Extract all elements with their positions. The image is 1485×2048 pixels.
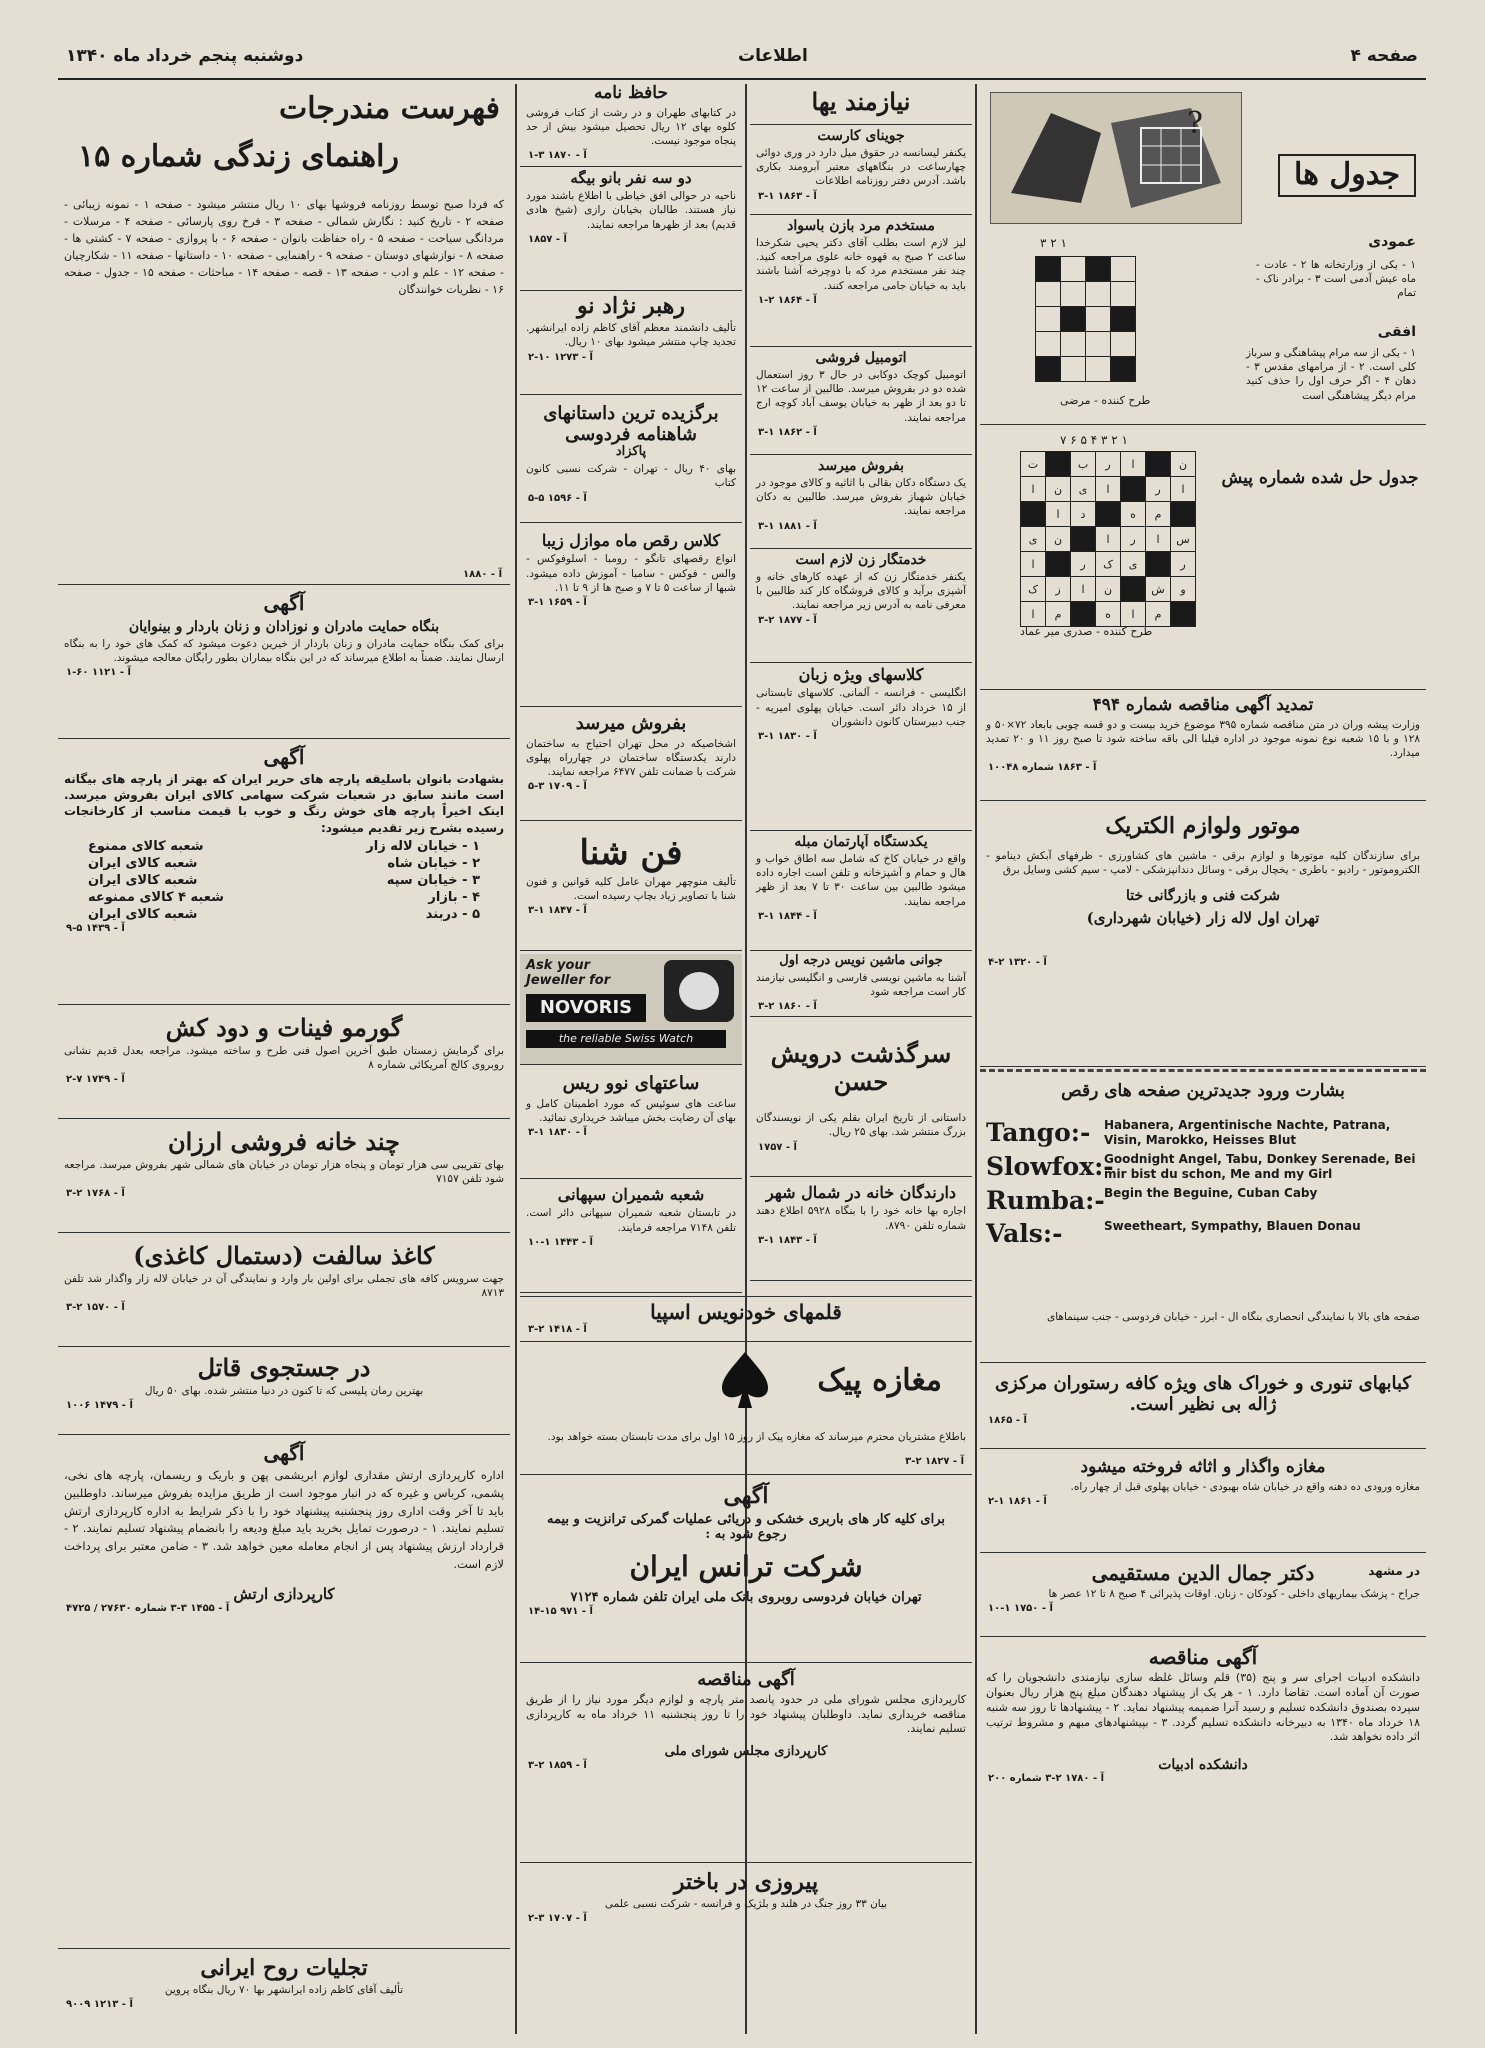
right-column xyxy=(980,84,1426,2034)
sale-box xyxy=(520,710,742,821)
classified-ad xyxy=(750,350,972,455)
tender2-box xyxy=(980,1640,1426,2034)
tender2-code: آ - ۱۷۸۰ ۲-۳ شماره ۲۰۰ xyxy=(988,1773,1105,1785)
shop-name: شعبه ۴ کالای ممنوعه xyxy=(88,889,224,905)
classified-ad xyxy=(750,218,972,347)
dance-name: Vals:- xyxy=(986,1219,1063,1248)
shop-name: شعبه کالای ایران xyxy=(88,872,198,888)
tender3-code: آ - ۱۸۵۹ ۲-۳ xyxy=(528,1760,587,1772)
horizontal-clues: ۱ - یکی از سه مرام پیشاهنگی و سرباز کلی است. ۲ - از مرامهای مقدس ۳ - دهان ۴ - اگر حرف اول را حذف کنید مرام دیگر پیشاهنگی است xyxy=(1246,347,1416,402)
dance-list xyxy=(986,1118,1416,1252)
transport-sub: برای کلیه کار های باربری خشکی و دریائی عملیات گمرکی ترانزیت و بیمه رجوع شود به : xyxy=(546,1512,946,1543)
pens-box xyxy=(520,1296,972,1342)
novoris-title: ساعتهای نوو ریس xyxy=(562,1073,700,1094)
spade-icon xyxy=(720,1350,770,1410)
motors-address: تهران اول لاله زار (خیابان شهرداری) xyxy=(1086,908,1320,927)
ad-title: کلاسهای ویژه زبان xyxy=(798,666,924,684)
roh-code: آ - ۱۲۱۳ ۹۰۰۹ xyxy=(66,1999,133,2011)
shop-row xyxy=(58,872,510,889)
dance-footer: صفحه های بالا با نمایندگی انحصاری بنگاه ال - ابرز - خیابان فردوسی - جنب سینماهای xyxy=(1047,1311,1420,1323)
dance-records-box xyxy=(980,1069,1426,1363)
fanshena-box xyxy=(520,824,742,951)
ad-title: بفروش میرسد xyxy=(818,458,904,474)
houses-text: بهای تقریبی سی هزار تومان و پنجاه هزار تومان در خیابان های شمالی شهر بفروش میرسد. مراجعه شود تلفن ۷۱۵۷ xyxy=(64,1158,504,1185)
notice2-code: آ - ۱۴۳۹ ۵-۹ xyxy=(66,922,125,934)
dance-name: Rumba:- xyxy=(986,1186,1105,1215)
contents-code: آ - ۱۸۸۰ xyxy=(463,569,502,580)
ad-title: مستخدم مرد بازن باسواد xyxy=(787,218,935,234)
victory-text: بیان ۳۳ روز جنگ در هلند و بلژیک و فرانسه - شرکت نسبی علمی xyxy=(604,1898,888,1911)
solved-title: جدول حل شده شماره پیش xyxy=(1221,468,1419,488)
ad-body: انگلیسی - فرانسه - آلمانی. کلاسهای تابستانی از ۱۵ خرداد دائر است. خیابان پهلوی امیریه - جنب دبیرستان کانون دانشوران xyxy=(756,687,966,728)
ad-body: یکنفر خدمتگار زن که از عهده کارهای خانه و آشپزی برآید و کالای فروشگاه کار کند طالبین با معرفی نامه به آدرس زیر مراجعه نمایند. xyxy=(756,571,966,612)
victory-title: پیروزی در باختر xyxy=(673,1869,819,1895)
dance-songs: Begin the Beguine, Cuban Caby xyxy=(1104,1186,1318,1200)
solved-grid-numbers: ۷ ۶ ۵ ۴ ۳ ۲ ۱ xyxy=(1060,433,1129,447)
dance-songs: Goodnight Angel, Tabu, Donkey Serenade, Bei mir bist du schon, Me and my Girl xyxy=(1104,1152,1416,1181)
contents-box xyxy=(58,84,510,585)
vertical-clues: ۱ - یکی از وزارتخانه ها ۲ - عادت - ماه عیش آدمی است ۳ - برادر ناک - تمام xyxy=(1256,259,1417,300)
doctor-name: دکتر جمال الدین مستقیمی xyxy=(1091,1561,1315,1585)
hafez-text: در کتابهای طهران و در رشت از کتاب فروشی کلوه بهای ۱۲ ریال تحصیل میشود بیش از حد پنجاه موجود نیست. xyxy=(526,106,736,147)
owners-text: اجاره بها خانه خود را با بنگاه ۵۹۲۸ اطلاع دهند شماره تلفن ۸۷۹۰. xyxy=(756,1205,966,1232)
ad-title: جوانی ماشین نویس درجه اول xyxy=(779,954,943,968)
shahname-text: بهای ۴۰ ریال - تهران - شرکت نسبی کانون کتاب xyxy=(526,463,736,490)
left-column xyxy=(58,84,510,2034)
owners-code: آ - ۱۸۴۳ ۱-۳ xyxy=(758,1234,817,1246)
tender-code: آ - ۱۸۶۳ شماره ۱۰۰۴۸ xyxy=(988,762,1097,774)
notice1-title: آگهی xyxy=(263,591,305,615)
book-text: تألیف دانشمند معظم آقای کاظم زاده ایرانشهر. تجدید چاپ منتشر میشود بهای ۱۰ ریال. xyxy=(526,322,736,349)
dance-class-code: آ - ۱۶۵۹ ۱-۳ xyxy=(528,596,587,608)
shop-list xyxy=(58,838,510,923)
issue-date: دوشنبه پنجم خرداد ماه ۱۳۴۰ xyxy=(66,46,304,66)
ad-body: واقع در خیابان کاخ که شامل سه اطاق خواب و هال و حمام و آشپزخانه و تلفن است اجاره داده میشود طالبین بین ساعت ۳۰ تا ۷ بعد از ظهر مراجعه نمایند. xyxy=(756,853,966,908)
pens-title: قلمهای خودنویس اسپیا xyxy=(650,1300,842,1324)
doctor-code: آ - ۱۷۵۰ ۱-۱۰ xyxy=(988,1603,1053,1615)
branch-text: در تابستان شعبه شمیران سپهانی دائر است. تلفن ۷۱۴۸ مراجعه فرمایند. xyxy=(526,1207,736,1234)
kabab-code: آ - ۱۸۶۵ xyxy=(988,1415,1027,1427)
page-number: صفحه ۴ xyxy=(1350,46,1418,66)
hafez-box xyxy=(520,84,742,167)
dance-class-box xyxy=(520,526,742,707)
shop-name: شعبه کالای ممنوع xyxy=(88,838,204,854)
shop-street: ۴ - بازار xyxy=(428,889,480,905)
novoris-top: Ask your Jeweller for xyxy=(526,958,611,988)
solved-puzzle-box xyxy=(980,429,1426,690)
crossword-box xyxy=(980,84,1426,425)
ad-code: آ - ۱۸۶۴ ۲-۱ xyxy=(758,294,817,306)
novoris-code: آ - ۱۸۳۰ ۱-۳ xyxy=(528,1127,587,1139)
seamstress-text: ناحیه در حوالی افق خیاطی با اطلاع باشند مورد نیاز هستند. طالبان بخیابان رازی (شیخ هادی قدیم) بعد از ظهرها مراجعه نمایند. xyxy=(526,190,736,231)
tender2-sign: دانشکده ادبیات xyxy=(1158,1757,1248,1774)
notice3-title: آگهی xyxy=(263,1441,305,1465)
tender3-box xyxy=(520,1666,972,1863)
book-title: رهبر نژاد نو xyxy=(577,294,685,319)
crossword-title: جدول ها xyxy=(1278,154,1416,197)
novoris-ad xyxy=(520,954,742,1065)
branch-title: شعبه شمیران سپهانی xyxy=(557,1185,705,1204)
dervish-title: سرگذشت درویش حسن xyxy=(770,1039,952,1096)
shop-street: ۵ - دربند xyxy=(425,906,480,922)
novoris-text: ساعت های سوئیس که مورد اطمینان کامل و بهای آن رضایت بخش میباشد خریداری نمائید. xyxy=(526,1097,736,1124)
motors-text: برای سازندگان کلیه موتورها و لوازم برقی - ماشین های کشاورزی - ظرفهای آبکش دینامو - الکتروموتور - رادیو - باطری - یخچال برقی - وسائل دندانپزشکی - لامپ - سیم کشی وسایل برق xyxy=(986,850,1420,877)
victory-box xyxy=(520,1866,972,1956)
dance-class-text: انواع رقصهای تانگو - رومبا - اسلوفوکس - والس - فوکس - سامبا - آموزش داده میشود. شبها از ساعت ۵ تا ۷ و صبح ها از ۹ تا ۱۱. xyxy=(526,553,736,594)
sale-title: بفروش میرسد xyxy=(575,713,687,734)
classified-ad xyxy=(750,954,972,1017)
ad-title: جوینای کارست xyxy=(817,128,905,144)
houses-code: آ - ۱۷۶۸ ۲-۳ xyxy=(66,1187,125,1199)
notice1-sub: بنگاه حمایت مادران و نوزادان و زنان باردار و بینوایان xyxy=(128,619,440,635)
classified-ad xyxy=(750,458,972,549)
classified-ad xyxy=(750,128,972,215)
dervish-code: آ - ۱۷۵۷ xyxy=(758,1141,797,1153)
horizontal-label: افقی xyxy=(1377,324,1416,340)
classified-ad xyxy=(750,552,972,663)
dance-name: Slowfox:- xyxy=(986,1152,1114,1181)
grid-column-numbers: ۳ ۲ ۱ xyxy=(1040,236,1067,250)
fanshena-title: فن شنا xyxy=(579,833,683,873)
svg-text:?: ? xyxy=(1186,106,1203,141)
designer-credit: طرح کننده - مرضی xyxy=(1060,394,1151,407)
contents-sub: راهنمای زندگی شماره ۱۵ xyxy=(78,139,399,174)
tender3-title: آگهی مناقصه xyxy=(697,1669,795,1690)
paper-code: آ - ۱۵۷۰ ۲-۳ xyxy=(66,1301,125,1313)
dance-class-title: کلاس رقص ماه موازل زیبا xyxy=(541,531,721,550)
killer-title: در جستجوی قاتل xyxy=(197,1353,371,1382)
vertical-label: عمودی xyxy=(1368,234,1416,250)
owners-box xyxy=(750,1180,972,1281)
houses-box xyxy=(58,1122,510,1233)
doctor-city: در مشهد xyxy=(1368,1564,1420,1578)
shop-title: مغازه واگذار و اثاثه فروخته میشود xyxy=(1080,1457,1326,1477)
pens-code: آ - ۱۴۱۸ ۲-۳ xyxy=(528,1324,587,1335)
doctor-box xyxy=(980,1556,1426,1637)
crossword-illustration xyxy=(990,92,1242,224)
paper-text: جهت سرویس کافه های تجملی برای اولین بار وارد و نمایندگی آن در خیابان لاله زار واگذار شد تلفن ۸۷۱۳ xyxy=(64,1272,504,1299)
dance-row xyxy=(986,1219,1416,1248)
dervish-box xyxy=(750,1020,972,1177)
crossword-grid xyxy=(1035,256,1136,382)
notice3-box xyxy=(58,1438,510,1949)
shop-street: ۱ - خیابان لاله زار xyxy=(366,838,480,854)
notice2-box xyxy=(58,742,510,1005)
seamstress-box xyxy=(520,170,742,291)
transport-address: تهران خیابان فردوسی روبروی بانک ملی ایران تلفن شماره ۷۱۲۴ xyxy=(570,1590,922,1606)
ad-body: آشنا به ماشین نویسی فارسی و انگلیسی نیازمند کار است مراجعه شود xyxy=(756,971,966,999)
victory-code: آ - ۱۷۰۷ ۳-۲ xyxy=(528,1913,587,1925)
ad-body: یکنفر لیسانسه در حقوق میل دارد در وری دوائی چهارساعت در بنگاههای معتبر آبرومند بکاری باشد. آدرس دفتر روزنامه اطلاعات xyxy=(756,147,966,188)
shop-row xyxy=(58,889,510,906)
solved-grid: ن ا ر ب ت ا ر ا ی ن ا م ه د ا س ا ر ا ن ی ر ی ک ر ا و ش ن ا ز ک م ا ه م ا xyxy=(1020,451,1196,627)
shahname-sub: پاکزاد xyxy=(615,444,647,460)
hafez-title: حافظ نامه xyxy=(593,84,668,103)
page-header xyxy=(58,42,1426,80)
shahname-title: برگزیده ترین داستانهای شاهنامه فردوسی xyxy=(543,403,719,445)
motors-box xyxy=(980,804,1426,1067)
shahname-box xyxy=(520,398,742,523)
peyk-code: آ - ۱۸۲۷ ۲-۳ xyxy=(905,1456,964,1467)
novoris-brand: NOVORIS xyxy=(526,994,646,1022)
paper-title: کاغذ سالفت (دستمال کاغذی) xyxy=(133,1241,435,1270)
novoris-text-box xyxy=(520,1068,742,1179)
ad-body: لیز لازم است بطلب آقای دکتر یحیی شکرخدا ساعت ۲ صبح به قهوه خانه علوی مراجعه کنید. چند نفر مستخدم مرد که با دوچرخه آشنا باشند باید به خیابان جامی مراجعه کنند. xyxy=(756,237,966,292)
watch-icon xyxy=(664,960,734,1022)
peyk-box xyxy=(520,1344,972,1475)
novoris-tag: the reliable Swiss Watch xyxy=(526,1030,726,1048)
dance-row xyxy=(986,1118,1416,1148)
roh-text: تألیف آقای کاظم زاده ایرانشهر بها ۷۰ ریال بنگاه پروین xyxy=(164,1984,404,1997)
ad-title: خدمتگار زن لازم است xyxy=(795,552,927,568)
ad-code: آ - ۱۸۶۳ ۱-۳ xyxy=(758,190,817,202)
motors-code: آ - ۱۳۲۰ ۲-۴ xyxy=(988,956,1047,968)
paper-box xyxy=(58,1236,510,1347)
shop-name: شعبه کالای ایران xyxy=(88,906,198,922)
ad-body: اتومبیل کوچک دوکابی در حال ۳ روز استعمال شده دو در بفروش میرسد. طالبین از ساعت ۱۲ تا دو بعد از ظهر به خیابان یوسف آباد کوچه ارج مراجعه نمایند. xyxy=(756,369,966,424)
dance-intro: بشارت ورود جدیدترین صفحه های رقص xyxy=(1061,1081,1345,1101)
owners-title: دارندگان خانه در شمال شهر xyxy=(765,1183,957,1202)
shop-code: آ - ۱۸۶۱ ۱-۲ xyxy=(988,1495,1047,1507)
shop-row xyxy=(58,855,510,872)
ad-code: آ - ۱۸۷۷ ۲-۳ xyxy=(758,614,817,626)
seamstress-code: آ - ۱۸۵۷ xyxy=(528,233,567,245)
ad-code: آ - ۱۸۴۴ ۱-۳ xyxy=(758,910,817,922)
notice2-title: آگهی xyxy=(263,745,305,769)
transport-code: آ - ۹۷۱ ۱۵-۱۴ xyxy=(528,1606,593,1618)
dance-name: Tango:- xyxy=(986,1118,1091,1147)
tender3-text: کارپردازی مجلس شورای ملی در حدود پانصد متر پارچه و لوازم دیگر مورد نیاز را از طریق مناقصه خریداری نماید. داوطلبان پیشنهاد خود را تا روز پنجشنبه ۱۱ خرداد ماه به کارپردازی تسلیم نمایند. xyxy=(526,1692,966,1736)
hafez-code: آ - ۱۸۷۰ ۳-۱ xyxy=(528,150,587,162)
tender2-title: آگهی مناقصه xyxy=(1148,1645,1258,1669)
kabab-box xyxy=(980,1364,1426,1449)
killer-text: بهترین رمان پلیسی که تا کنون در دنیا منتشر شده. بهای ۵۰ ریال xyxy=(144,1384,424,1397)
shop-text: مغازه ورودی ده دهنه واقع در خیابان شاه بهبودی - خیابان پهلوی قبل از چهار راه. xyxy=(1070,1480,1420,1493)
chimney-title: گورمو فینات و دود کش xyxy=(165,1013,403,1042)
dance-songs: Habanera, Argentinische Nachte, Patrana, Visin, Marokko, Heisses Blut xyxy=(1104,1118,1391,1147)
ad-title: یکدستگاه آپارتمان مبله xyxy=(794,834,928,850)
shop-row xyxy=(58,838,510,855)
designer-credit-2: طرح کننده - صدری میر عماد xyxy=(1020,625,1153,638)
roh-title: تجلیات روح ایرانی xyxy=(200,1955,368,1981)
tender-title: تمدید آگهی مناقصه شماره ۴۹۴ xyxy=(1092,695,1314,715)
book-code: آ - ۱۲۷۳ ۱۰-۲ xyxy=(528,351,593,363)
ad-body: یک دستگاه دکان بقالی با اثاثیه و کالای موجود در خیابان شهباز بفروش میرسد. طالبین به دکان مراجعه نمایند. xyxy=(756,477,966,518)
ad-title: اتومبیل فروشی xyxy=(815,350,907,366)
fanshena-code: آ - ۱۸۴۷ ۱-۳ xyxy=(528,905,587,917)
chimney-code: آ - ۱۷۴۹ ۷-۲ xyxy=(66,1073,125,1085)
peyk-title: مغازه پیک xyxy=(817,1363,942,1398)
tender2-text: دانشکده ادبیات اجرای سر و پنج (۳۵) قلم وسائل غلظه سازی نیازمندی دانشجویان را که صورت آن آماده است. تقاضا دارد. ۱ - هر یک از پیشنهاد دهندگان مبلغ پنج هزار ریال بعنوان سپرده بصندوق دانشکده تسلیم و رسید آنرا ضمیمه پیشنهاد نماید. ۲ - پیشنهادها تا روز سه شنبه ۱۸ خرداد ماه ۱۳۴۰ به دبیرخانه دانشکده تسلیم گردد. ۳ - بپیشنهادهای مبهم و مشروط ترتیب اثر داده نخواهد شد. xyxy=(986,1671,1420,1744)
sale-text: اشخاصیکه در محل تهران احتیاج به ساختمان دارند یکدستگاه ساختمان در چهارراه پهلوی شرکت با ضمانت تلفن ۶۴۷۷ مراجعه نمایند. xyxy=(526,737,736,779)
dervish-text: داستانی از تاریخ ایران بقلم یکی از نویسندگان بزرگ منتشر شد. بهای ۲۵ ریال. xyxy=(756,1112,966,1139)
houses-title: چند خانه فروشی ارزان xyxy=(168,1127,400,1156)
seamstress-title: دو سه نفر بانو بیگه xyxy=(570,170,692,187)
notice3-code: آ - ۱۴۵۵ ۳-۳ شماره ۲۷۶۳۰ / ۴۷۲۵ xyxy=(66,1603,230,1615)
notice1-text: برای کمک بنگاه حمایت مادران و زنان باردار از خیرین دعوت میشود که کمک های خود را به بنگاه ارسال نمایند. ضمناً به اطلاع میرساند که در این بنگاه بیماران بطور رایگان معالجه میشوند. xyxy=(64,638,504,665)
motors-company: شرکت فنی و بازرگانی ختا xyxy=(1125,887,1281,904)
notice3-text: اداره کارپردازی ارتش مقداری لوازم ابریشمی پهن و باریک و ریسمان، پارچه های نخی، پشمی، کرباس و غیره که در انبار موجود است از طریق مزایده بفروش میرساند. داوطلبین باید تا آخر وقت اداری روز پنجشنبه پیشنهاد خود را با ذکر شرایط به اداره کارپردازی ارتش تسلیم نمایند. ۱ - درصورت تمایل بخرید باید مبلغ ودیعه را بانضمام پیشنهاد تسلیم نمایند. ۲ - قرارداد ارزش پیشنهاد پس از انجام معامله معین خواهد شد. ۳ - ضامن معتبر برای پرداخت لازم است. xyxy=(64,1468,504,1572)
dance-row xyxy=(986,1152,1416,1182)
contents-text: که فردا صبح توسط روزنامه فروشها بهای ۱۰ ریال منتشر میشود - صفحه ۱ - نمونه زیبائی - صفحه ۲ - تاریخ کنید : نگارش شمالی - صفحه ۳ - فرخ روی پارسائی - صفحه ۴ - مرسلات - مردانگی سیاحت - صفحه ۵ - راه حفاظت بانوان - صفحه ۶ - با پروازی - صفحه ۷ - کشتی ها - صفحه ۸ - نوازشهای دوستان - صفحه ۹ - راهنمایی - صفحه ۱۰ - داستانها - صفحه ۱۱ - شکارچیان - صفحه ۱۲ - علم و ادب - صفحه ۱۳ - قصه - صفحه ۱۴ - مباحثات - صفحه ۱۵ - جدول - صفحه ۱۶ - نظریات خوانندگان xyxy=(64,198,504,297)
needs-title: نیازمند یها xyxy=(811,87,911,116)
column-rule xyxy=(515,84,517,2034)
transport-title: آگهی xyxy=(723,1483,769,1509)
killer-box xyxy=(58,1350,510,1435)
notice1-code: آ - ۱۱۲۱ ۶۰-۱ xyxy=(66,667,131,679)
branch-box xyxy=(520,1182,742,1293)
tender3-sign: کارپردازی مجلس شورای ملی xyxy=(664,1744,828,1760)
tender-box xyxy=(980,692,1426,801)
shop-box xyxy=(980,1452,1426,1553)
shop-street: ۳ - خیابان سپه xyxy=(386,872,480,888)
book-box xyxy=(520,294,742,395)
notice1-box xyxy=(58,588,510,739)
motors-title: موتور ولوازم الکتریک xyxy=(1105,813,1301,839)
shop-street: ۲ - خیابان شاه xyxy=(387,855,480,871)
contents-title: فهرست مندرجات xyxy=(278,91,500,126)
classified-ad xyxy=(750,666,972,831)
ad-code: آ - ۱۸۳۰ ۱-۳ xyxy=(758,730,817,742)
chimney-text: برای گرمایش زمستان طبق آخرین اصول فنی طرح و ساخته میشود. مراجعه بعدل قدیم نشانی روبروی کالج آمریکائی شماره ۸ xyxy=(64,1044,504,1071)
doctor-text: جراح - پزشک بیماریهای داخلی - کودکان - زنان. اوقات پذیرائی ۴ صبح ۸ تا ۱۲ عصر ها xyxy=(1048,1588,1420,1600)
shop-row xyxy=(58,906,510,923)
killer-code: آ - ۱۴۷۹ ۱۰۰۶ xyxy=(66,1399,133,1411)
fanshena-text: تألیف منوچهر مهران عامل کلیه قوانین و فنون شنا با تصاویر زیاد بچاپ رسیده است. xyxy=(526,876,736,903)
notice3-sign: کارپردازی ارتش xyxy=(233,1584,335,1603)
kabab-title: کبابهای تنوری و خوراک های ویژه کافه رستوران مرکزی ژاله بی نظیر است. xyxy=(995,1373,1411,1415)
shop-name: شعبه کالای ایران xyxy=(88,855,198,871)
ad-code: آ - ۱۸۶۲ ۱-۳ xyxy=(758,426,817,438)
column-rule xyxy=(975,84,977,2034)
roh-box xyxy=(58,1952,510,2032)
branch-code: آ - ۱۴۴۳ ۱-۱۰ xyxy=(528,1236,593,1248)
ad-code: آ - ۱۸۸۱ ۱-۳ xyxy=(758,520,817,532)
paper-name: اطلاعات xyxy=(738,46,808,66)
sale-code: آ - ۱۷۰۹ ۳-۵ xyxy=(528,781,587,793)
transport-box xyxy=(520,1478,972,1663)
tender-text: وزارت پیشه وران در متن مناقصه شماره ۳۹۵ موضوع خرید بیست و دو قسه چوبی بابعاد ۷۲×۵۰ و ۱۲۸ و با ۱۵ شعبه نوع نمونه موجود در اداره فیلبا الی باقه ساخته شود تا صبح روز ۱۱ و ۲۰ تمدید میدارد. xyxy=(986,718,1421,759)
dance-songs: Sweetheart, Sympathy, Blauen Donau xyxy=(1104,1219,1361,1233)
classified-ad xyxy=(750,834,972,951)
ad-code: آ - ۱۸۶۰ ۲-۳ xyxy=(758,1001,817,1013)
peyk-text: باطلاع مشتریان محترم میرساند که مغازه پیک از روز ۱۵ اول برای مدت تابستان بسته خواهد بود. xyxy=(547,1431,966,1443)
transport-company: شرکت ترانس ایران xyxy=(629,1550,863,1584)
chimney-box xyxy=(58,1008,510,1119)
shahname-code: آ - ۱۵۹۶ ۵-۵ xyxy=(528,492,587,504)
notice2-text: بشهادت بانوان باسلیقه پارچه های حریر ایران که بهتر از پارچه های بیگانه است مانند سابق در شعبات شرکت سهامی کالای ایران بفروش میرسد. اینک اخیراً پارچه های خوش رنگ و خوب با قیمت مناسب از کارخانجات رسیده بشرح زیر تقدیم میشود: xyxy=(64,772,504,835)
dance-row xyxy=(986,1186,1416,1215)
needs-header xyxy=(750,84,972,125)
